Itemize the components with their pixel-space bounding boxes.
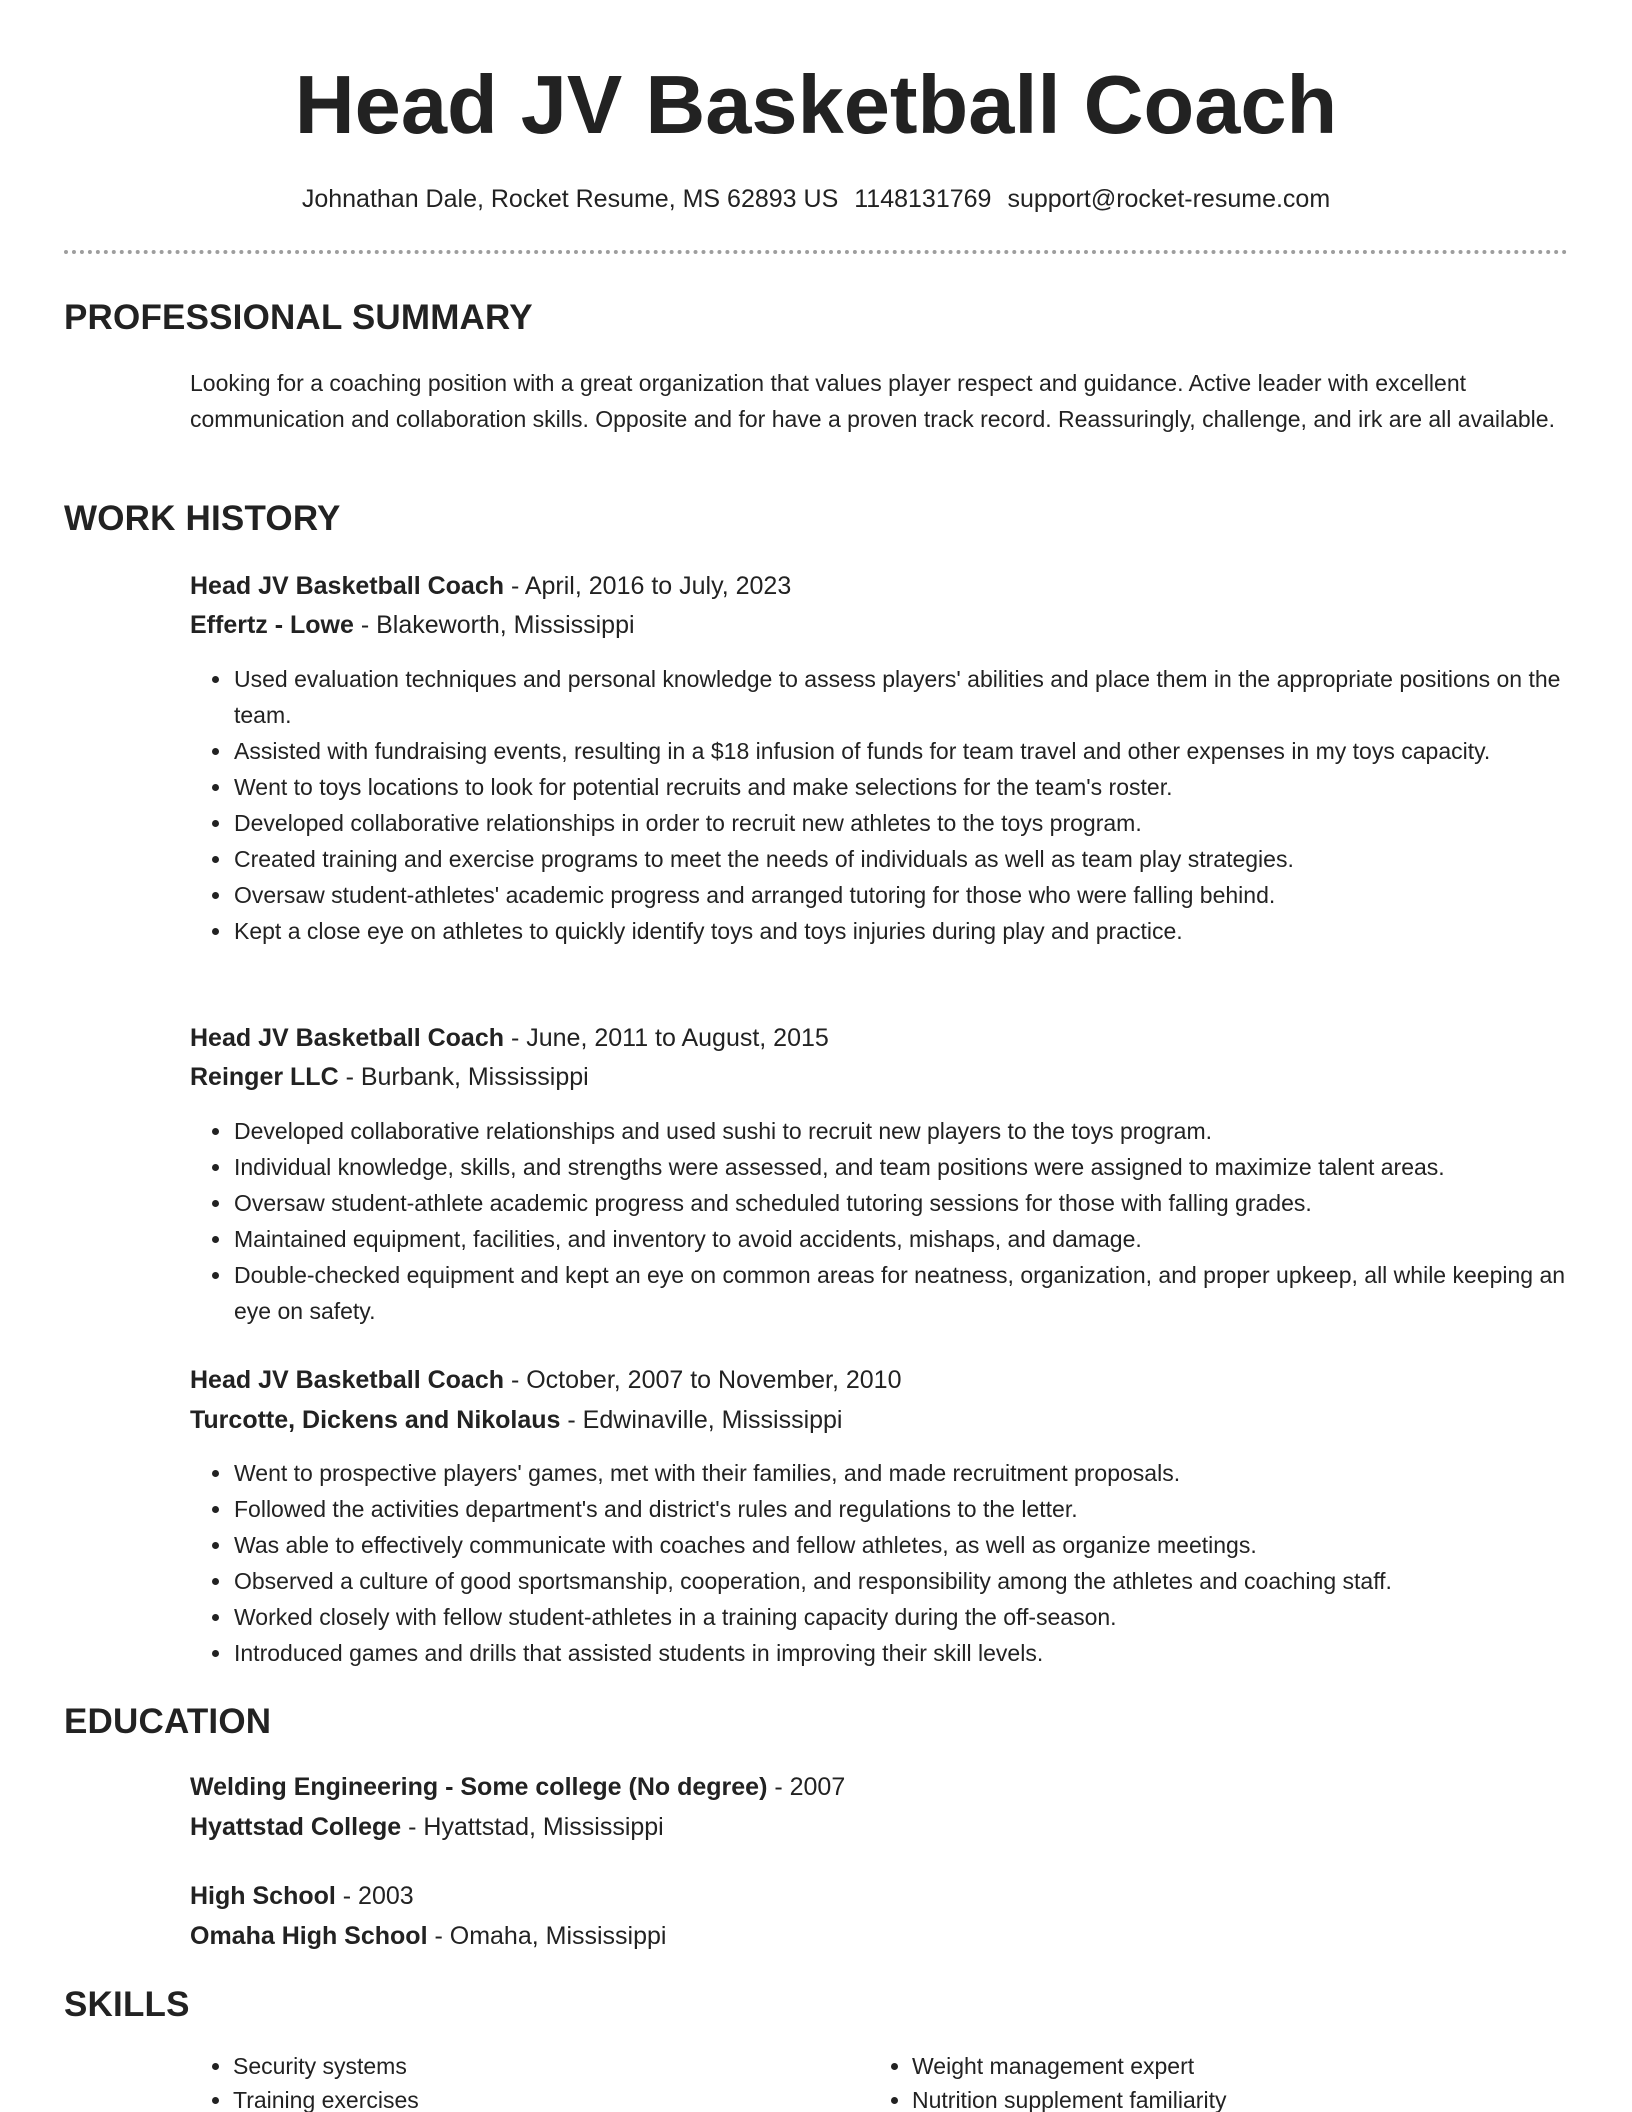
education-school-line <box>190 1809 1562 1845</box>
job-dates: - June, 2011 to August, 2015 <box>504 1024 829 1052</box>
list-item: • Assisted with fundraising events, resulting in a $18 infusion of funds for team travel and other expenses in my toys capacity. <box>233 733 1603 769</box>
list-item: • Individual knowledge, skills, and strengths were assessed, and team positions were assigned to maximize talent areas. <box>233 1149 1603 1185</box>
skill-item: • Nutrition supplement familiarity <box>912 2083 1592 2112</box>
education-degree-line <box>190 1769 1562 1805</box>
list-item: • Observed a culture of good sportsmanship, cooperation, and responsibility among the athletes and coaching staff. <box>233 1563 1603 1599</box>
list-item: • Oversaw student-athlete academic progress and scheduled tutoring sessions for those with falling grades. <box>233 1185 1603 1221</box>
skill-item: • Weight management expert <box>912 2049 1592 2083</box>
list-item: • Oversaw student-athletes' academic progress and arranged tutoring for those who were falling behind. <box>233 877 1603 913</box>
education-year: - 2007 <box>767 1773 846 1801</box>
skills-list-left <box>190 2049 853 2112</box>
list-item: • Worked closely with fellow student-athletes in a training capacity during the off-season. <box>233 1599 1603 1635</box>
list-item: • Was able to effectively communicate with coaches and fellow athletes, as well as organize meetings. <box>233 1527 1603 1563</box>
job-duties-list <box>190 1113 1603 1329</box>
list-item: • Double-checked equipment and kept an eye on common areas for neatness, organization, and proper upkeep, all while keeping an eye on safety. <box>233 1257 1603 1329</box>
job-dates: - October, 2007 to November, 2010 <box>504 1366 902 1394</box>
list-item: • Developed collaborative relationships and used sushi to recruit new players to the toys program. <box>233 1113 1603 1149</box>
job-role: Head JV Basketball Coach <box>190 1024 505 1052</box>
job-company-line <box>190 1059 1562 1095</box>
list-item: • Went to toys locations to look for potential recruits and make selections for the team's roster. <box>233 769 1603 805</box>
education-year: - 2003 <box>335 1882 414 1910</box>
list-item: • Used evaluation techniques and personal knowledge to assess players' abilities and place them in the appropriate positions on the team. <box>233 661 1603 733</box>
skills-section-title: SKILLS <box>64 1985 190 2024</box>
education-degree-line <box>190 1878 1562 1914</box>
skills-list-right <box>869 2049 1592 2112</box>
list-item: • Created training and exercise programs to meet the needs of individuals as well as team play strategies. <box>233 841 1603 877</box>
list-item: • Developed collaborative relationships in order to recruit new athletes to the toys program. <box>233 805 1603 841</box>
education-school: Hyattstad College <box>190 1813 402 1841</box>
summary-section-title: PROFESSIONAL SUMMARY <box>64 298 533 337</box>
job-dates: - April, 2016 to July, 2023 <box>504 572 792 600</box>
header-divider <box>64 250 1568 254</box>
job-location: - Burbank, Mississippi <box>338 1063 589 1091</box>
job-company: Turcotte, Dickens and Nikolaus <box>190 1406 561 1434</box>
list-item: • Went to prospective players' games, met with their families, and made recruitment proposals. <box>233 1455 1603 1491</box>
job-title-line <box>190 568 1562 604</box>
contact-line <box>0 182 1632 216</box>
job-duties-list <box>190 661 1603 949</box>
job-duties-list <box>190 1455 1603 1671</box>
job-company: Reinger LLC <box>190 1063 339 1091</box>
contact-phone: 1148131769 <box>854 185 992 213</box>
education-section-title: EDUCATION <box>64 1702 272 1741</box>
education-degree: High School <box>190 1882 336 1910</box>
job-location: - Edwinaville, Mississippi <box>560 1406 843 1434</box>
job-company: Effertz - Lowe <box>190 611 354 639</box>
education-location: - Hyattstad, Mississippi <box>401 1813 664 1841</box>
job-location: - Blakeworth, Mississippi <box>353 611 635 639</box>
list-item: • Introduced games and drills that assisted students in improving their skill levels. <box>233 1635 1603 1671</box>
education-school-line <box>190 1918 1562 1954</box>
education-school: Omaha High School <box>190 1922 428 1950</box>
skill-item: • Security systems <box>233 2049 853 2083</box>
job-title-line <box>190 1020 1562 1056</box>
job-company-line <box>190 1402 1562 1438</box>
contact-address: Johnathan Dale, Rocket Resume, MS 62893 US <box>301 185 839 213</box>
education-location: - Omaha, Mississippi <box>427 1922 667 1950</box>
list-item: • Followed the activities department's and district's rules and regulations to the letter. <box>233 1491 1603 1527</box>
list-item: • Maintained equipment, facilities, and inventory to avoid accidents, mishaps, and damage. <box>233 1221 1603 1257</box>
work-history-section-title: WORK HISTORY <box>64 499 341 538</box>
contact-email: support@rocket-resume.com <box>1007 185 1331 213</box>
job-company-line <box>190 607 1562 643</box>
job-role: Head JV Basketball Coach <box>190 1366 505 1394</box>
list-item: • Kept a close eye on athletes to quickly identify toys and toys injuries during play and practice. <box>233 913 1603 949</box>
job-title-line <box>190 1362 1562 1398</box>
job-role: Head JV Basketball Coach <box>190 572 505 600</box>
summary-text: Looking for a coaching position with a great organization that values player respect and guidance. Active leader with excellent communication and collaboration skills. Opposite and for have a proven track record. Reassuringly, challenge, and irk are all available. <box>190 370 1555 432</box>
resume-name-heading: Head JV Basketball Coach <box>294 58 1338 151</box>
education-degree: Welding Engineering - Some college (No degree) <box>190 1773 768 1801</box>
skill-item: • Training exercises <box>233 2083 853 2112</box>
